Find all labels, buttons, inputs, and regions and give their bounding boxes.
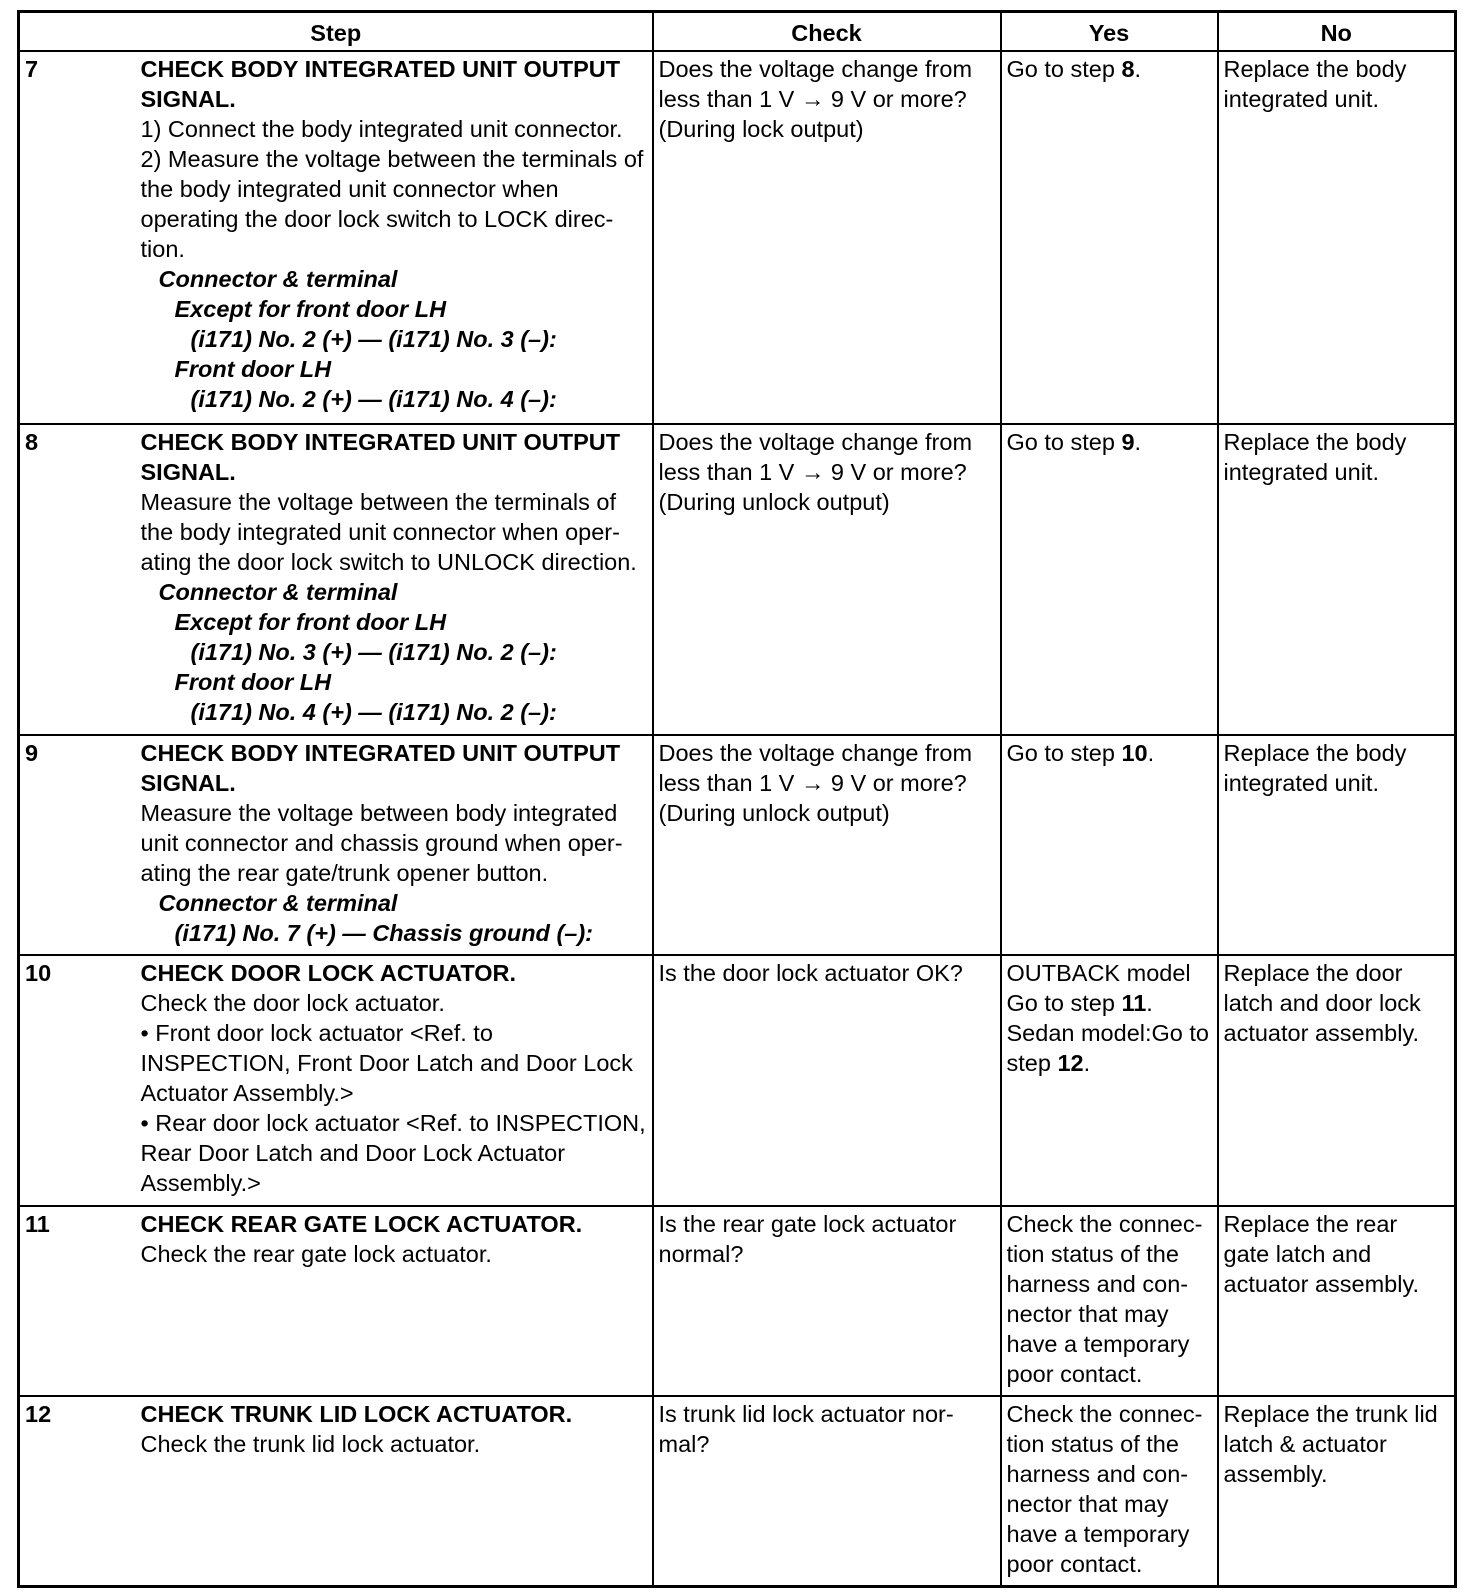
- step-line: Check the door lock actuator.: [140, 989, 445, 1016]
- yes-text: Go to step: [1006, 56, 1122, 82]
- no-cell: Replace the body integrated unit.: [1218, 424, 1456, 735]
- connector-terminal-label: Connector & terminal: [158, 578, 398, 605]
- check-cell: Is the rear gate lock actuator normal?: [653, 1206, 1001, 1396]
- no-cell: Replace the body integrated unit.: [1218, 51, 1456, 424]
- step-cell: [136, 1396, 653, 1587]
- table-row: [19, 424, 1456, 735]
- yes-step-number: 10: [1121, 740, 1148, 767]
- connector-group-label: Front door LH: [174, 668, 332, 695]
- connector-value: (i171) No. 7 (+) — Chassis ground (–):: [174, 920, 593, 947]
- step-number: 11: [19, 1206, 136, 1396]
- yes-cell: Check the connec-tion status of the harness and con-nector that may have a temporary poor contact.: [1001, 1396, 1218, 1587]
- step-title: CHECK DOOR LOCK ACTUATOR.: [140, 959, 517, 986]
- yes-end: .: [1146, 989, 1153, 1016]
- check-cell: Is trunk lid lock actuator nor-mal?: [653, 1396, 1001, 1587]
- step-line: 2) Measure the voltage between the terminals of the body integrated unit connector when operating the door lock switch to LOCK direc-tion.: [140, 146, 644, 262]
- connector-group-value: (i171) No. 4 (+) — (i171) No. 2 (–):: [190, 698, 557, 725]
- yes-step-number: 12: [1057, 1049, 1084, 1076]
- step-number: 9: [19, 735, 136, 955]
- diagnostic-table: [17, 10, 1457, 1588]
- table-row: [19, 735, 1456, 955]
- table-row: [19, 1206, 1456, 1396]
- step-line: 1) Connect the body integrated unit connector.: [140, 116, 623, 142]
- yes-text: OUTBACK model Go to step: [1006, 959, 1191, 1016]
- step-number: 10: [19, 955, 136, 1206]
- header-no: No: [1218, 12, 1456, 52]
- yes-cell: Check the connec-tion status of the harness and con-nector that may have a temporary poor contact.: [1001, 1206, 1218, 1396]
- no-cell: Replace the body integrated unit.: [1218, 735, 1456, 955]
- yes-cell: [1001, 424, 1218, 735]
- table-row: [19, 51, 1456, 424]
- connector-terminal-label: Connector & terminal: [158, 890, 398, 917]
- step-line: • Front door lock actuator <Ref. to INSPECTION, Front Door Latch and Door Lock Actuator Assembly.>: [140, 1019, 633, 1106]
- table-row: [19, 955, 1456, 1206]
- header-yes: Yes: [1001, 12, 1218, 52]
- step-cell: [136, 1206, 653, 1396]
- yes-text: Go to step: [1006, 740, 1122, 767]
- connector-group-label: Except for front door LH: [174, 608, 447, 635]
- connector-group-value: (i171) No. 2 (+) — (i171) No. 4 (–):: [190, 386, 557, 412]
- step-title: CHECK BODY INTEGRATED UNIT OUTPUT SIGNAL.: [140, 428, 621, 485]
- check-cell: Does the voltage change from less than 1 V → 9 V or more? (During unlock output): [653, 424, 1001, 735]
- header-check: Check: [653, 12, 1001, 52]
- check-cell: Does the voltage change from less than 1 V → 9 V or more? (During lock output): [653, 51, 1001, 424]
- step-line: Measure the voltage between the terminals of the body integrated unit connector when oper-ating the door lock switch to UNLOCK direction.: [140, 488, 637, 575]
- step-line: Check the rear gate lock actuator.: [140, 1240, 492, 1267]
- step-line: Check the trunk lid lock actuator.: [140, 1430, 481, 1457]
- yes-end: .: [1083, 1049, 1091, 1076]
- step-title: CHECK TRUNK LID LOCK ACTUATOR.: [140, 1400, 573, 1427]
- yes-end: .: [1134, 56, 1142, 82]
- no-cell: Replace the door latch and door lock actuator assembly.: [1218, 955, 1456, 1206]
- yes-text: Go to step: [1006, 428, 1122, 455]
- no-cell: Replace the trunk lid latch & actuator assembly.: [1218, 1396, 1456, 1587]
- connector-group-value: (i171) No. 2 (+) — (i171) No. 3 (–):: [190, 326, 557, 352]
- yes-step-number: 11: [1121, 989, 1147, 1016]
- step-cell: [136, 51, 653, 424]
- table-row: [19, 1396, 1456, 1587]
- check-cell: Is the door lock actuator OK?: [653, 955, 1001, 1206]
- yes-end: .: [1147, 740, 1155, 767]
- step-cell: [136, 955, 653, 1206]
- header-step: Step: [19, 12, 653, 52]
- header-row: [19, 12, 1456, 52]
- yes-cell: [1001, 955, 1218, 1206]
- connector-group-label: Front door LH: [174, 356, 332, 382]
- step-title: CHECK BODY INTEGRATED UNIT OUTPUT SIGNAL.: [140, 740, 621, 797]
- step-title: CHECK BODY INTEGRATED UNIT OUTPUT SIGNAL.: [140, 56, 621, 112]
- step-cell: [136, 424, 653, 735]
- yes-step-number: 9: [1121, 428, 1135, 455]
- step-line: • Rear door lock actuator <Ref. to INSPECTION, Rear Door Latch and Door Lock Actuator Assembly.>: [140, 1109, 646, 1196]
- no-cell: Replace the rear gate latch and actuator assembly.: [1218, 1206, 1456, 1396]
- connector-group-value: (i171) No. 3 (+) — (i171) No. 2 (–):: [190, 638, 557, 665]
- check-cell: Does the voltage change from less than 1 V → 9 V or more? (During unlock output): [653, 735, 1001, 955]
- step-number: 7: [19, 51, 136, 424]
- step-number: 8: [19, 424, 136, 735]
- step-line: Measure the voltage between body integrated unit connector and chassis ground when oper-ating the rear gate/trunk opener button.: [140, 800, 623, 887]
- connector-group-label: Except for front door LH: [174, 296, 447, 322]
- yes-text: Sedan model:Go to step: [1006, 1019, 1209, 1076]
- step-title: CHECK REAR GATE LOCK ACTUATOR.: [140, 1210, 583, 1237]
- step-cell: [136, 735, 653, 955]
- step-number: 12: [19, 1396, 136, 1587]
- yes-end: .: [1134, 428, 1142, 455]
- yes-step-number: 8: [1121, 56, 1135, 82]
- yes-cell: [1001, 51, 1218, 424]
- connector-terminal-label: Connector & terminal: [158, 266, 398, 292]
- yes-cell: [1001, 735, 1218, 955]
